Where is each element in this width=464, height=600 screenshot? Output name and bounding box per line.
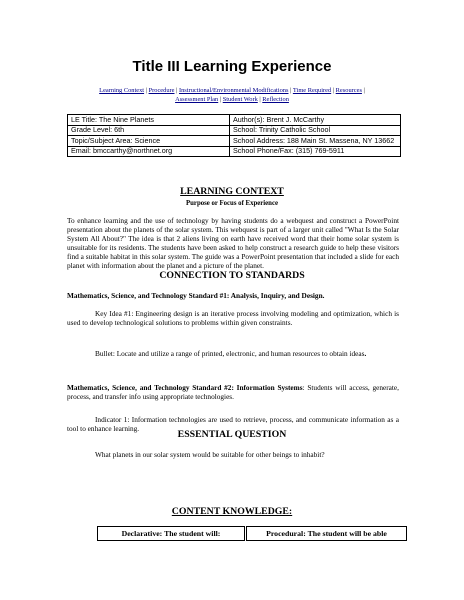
- standard-2-text: [67, 383, 399, 401]
- standard-2-title: Mathematics, Science, and Technology Standard #2: Information Systems: [67, 383, 303, 392]
- email-cell: Email: bmccarthy@northnet.org: [68, 146, 230, 157]
- nav-link-student-work[interactable]: Student Work: [222, 96, 258, 103]
- table-row: [68, 136, 401, 147]
- standards-heading: CONNECTION TO STANDARDS: [159, 270, 305, 281]
- table-row: [68, 125, 401, 136]
- key-idea-text: Key Idea #1: Engineering design is an iterative process involving modeling and optimization, which is used to develop technological solutions to problems within given constraints.: [67, 309, 399, 328]
- school-cell: School: Trinity Catholic School: [230, 125, 401, 136]
- le-title-cell: LE Title: The Nine Planets: [68, 115, 230, 126]
- essential-question-heading: ESSENTIAL QUESTION: [177, 429, 287, 440]
- learning-context-heading: LEARNING CONTEXT: [180, 186, 284, 197]
- content-knowledge-table: [97, 526, 407, 541]
- grade-level-cell: Grade Level: 6th: [68, 125, 230, 136]
- nav-link-time-required[interactable]: Time Required: [292, 87, 332, 94]
- author-cell: Author(s): Brent J. McCarthy: [230, 115, 401, 126]
- nav-link-procedure[interactable]: Procedure: [148, 87, 175, 94]
- nav-link-reflection[interactable]: Reflection: [262, 96, 289, 103]
- table-row: [68, 115, 401, 126]
- learning-context-body: To enhance learning and the use of technology by having students do a webquest and construct a PowerPoint presentation about the planets of the solar system. This webquest is part of a larger unit called "What Is the Solar System All About?" The idea is that 2 aliens living on earth have received word that their home solar system is unsuitable for its residents. The students have been asked to help construct a research guide to help these visitors find a suitable habitat in this solar system. The guide was a PowerPoint presentation that included a slide for each planet with information about the planet and a picture of the planet.: [67, 216, 399, 271]
- nav-link-modifications[interactable]: Instructional/Environmental Modifications: [178, 87, 289, 94]
- procedural-header: Procedural: The student will be able: [246, 527, 407, 541]
- indicator-text: Indicator 1: Information technologies are used to retrieve, process, and communicate information as a tool to enhance learning.: [67, 415, 399, 434]
- standard-2-body: : Students will access, generate, process, and transfer info using appropriate technologies.: [67, 383, 399, 402]
- table-row: [98, 527, 407, 541]
- phone-cell: School Phone/Fax: (315) 769-5911: [230, 146, 401, 157]
- learning-context-subheading: Purpose or Focus of Experience: [186, 200, 278, 207]
- subject-area-cell: Topic/Subject Area: Science: [68, 136, 230, 147]
- bullet-text-period: .: [364, 349, 367, 358]
- table-row: [68, 146, 401, 157]
- school-address-cell: School Address: 188 Main St. Massena, NY 13662: [230, 136, 401, 147]
- bullet-text: [67, 349, 399, 358]
- essential-question-body: What planets in our solar system would be suitable for other beings to inhabit?: [95, 450, 325, 459]
- nav-link-resources[interactable]: Resources: [335, 87, 362, 94]
- content-knowledge-heading: CONTENT KNOWLEDGE:: [171, 506, 293, 517]
- declarative-header: Declarative: The student will:: [98, 527, 246, 541]
- nav-link-assessment-plan[interactable]: Assessment Plan: [175, 96, 219, 103]
- page-title: Title III Learning Experience: [132, 58, 332, 75]
- section-nav: Learning Context | Procedure | Instructional/Environmental Modifications | Time Required | Resources | Assessment Plan | Student Work | Reflection: [99, 87, 365, 103]
- nav-link-learning-context[interactable]: Learning Context: [99, 87, 145, 94]
- bullet-text-body: Bullet: Locate and utilize a range of printed, electronic, and human resources to obtain ideas: [95, 349, 365, 358]
- standard-1-title: Mathematics, Science, and Technology Standard #1: Analysis, Inquiry, and Design.: [67, 291, 325, 300]
- info-table: [67, 114, 401, 157]
